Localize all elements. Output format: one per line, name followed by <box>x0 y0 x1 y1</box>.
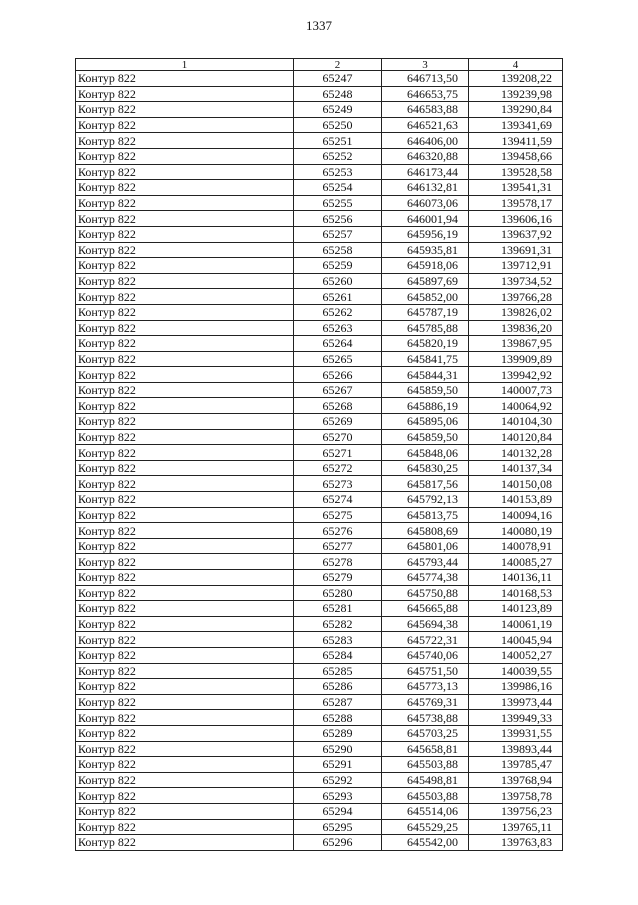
point-number-cell: 65275 <box>294 507 382 523</box>
contour-name-cell: Контур 822 <box>76 647 294 663</box>
header-row <box>76 59 563 71</box>
contour-name-cell: Контур 822 <box>76 741 294 757</box>
y-coordinate-cell: 139208,22 <box>469 71 563 87</box>
point-number-cell: 65295 <box>294 819 382 835</box>
point-number-cell: 65247 <box>294 71 382 87</box>
point-number-cell: 65287 <box>294 694 382 710</box>
x-coordinate-cell: 645808,69 <box>382 523 469 539</box>
x-coordinate-cell: 645773,13 <box>382 679 469 695</box>
contour-name-cell: Контур 822 <box>76 414 294 430</box>
y-coordinate-cell: 139341,69 <box>469 117 563 133</box>
y-coordinate-cell: 140064,92 <box>469 398 563 414</box>
point-number-cell: 65278 <box>294 554 382 570</box>
table-row <box>76 414 563 430</box>
point-number-cell: 65254 <box>294 180 382 196</box>
table-row <box>76 585 563 601</box>
table-row <box>76 429 563 445</box>
contour-name-cell: Контур 822 <box>76 803 294 819</box>
y-coordinate-cell: 139712,91 <box>469 258 563 274</box>
contour-name-cell: Контур 822 <box>76 242 294 258</box>
x-coordinate-cell: 645792,13 <box>382 492 469 508</box>
point-number-cell: 65285 <box>294 663 382 679</box>
y-coordinate-cell: 139758,78 <box>469 788 563 804</box>
contour-name-cell: Контур 822 <box>76 258 294 274</box>
x-coordinate-cell: 645751,50 <box>382 663 469 679</box>
y-coordinate-cell: 139765,11 <box>469 819 563 835</box>
contour-name-cell: Контур 822 <box>76 320 294 336</box>
coordinates-table <box>75 58 563 851</box>
point-number-cell: 65271 <box>294 445 382 461</box>
point-number-cell: 65262 <box>294 304 382 320</box>
table-row <box>76 835 563 851</box>
contour-name-cell: Контур 822 <box>76 148 294 164</box>
table-row <box>76 741 563 757</box>
x-coordinate-cell: 645703,25 <box>382 725 469 741</box>
x-coordinate-cell: 645774,38 <box>382 570 469 586</box>
table-row <box>76 476 563 492</box>
x-coordinate-cell: 645813,75 <box>382 507 469 523</box>
x-coordinate-cell: 645844,31 <box>382 367 469 383</box>
point-number-cell: 65257 <box>294 226 382 242</box>
x-coordinate-cell: 645787,19 <box>382 304 469 320</box>
contour-name-cell: Контур 822 <box>76 570 294 586</box>
table-row <box>76 351 563 367</box>
point-number-cell: 65268 <box>294 398 382 414</box>
point-number-cell: 65263 <box>294 320 382 336</box>
table-row <box>76 632 563 648</box>
y-coordinate-cell: 140039,55 <box>469 663 563 679</box>
y-coordinate-cell: 139893,44 <box>469 741 563 757</box>
x-coordinate-cell: 645820,19 <box>382 336 469 352</box>
point-number-cell: 65252 <box>294 148 382 164</box>
contour-name-cell: Контур 822 <box>76 554 294 570</box>
table-row <box>76 819 563 835</box>
table-row <box>76 180 563 196</box>
contour-name-cell: Контур 822 <box>76 133 294 149</box>
contour-name-cell: Контур 822 <box>76 460 294 476</box>
contour-name-cell: Контур 822 <box>76 616 294 632</box>
point-number-cell: 65270 <box>294 429 382 445</box>
y-coordinate-cell: 140007,73 <box>469 382 563 398</box>
contour-name-cell: Контур 822 <box>76 102 294 118</box>
x-coordinate-cell: 646583,88 <box>382 102 469 118</box>
y-coordinate-cell: 140104,30 <box>469 414 563 430</box>
y-coordinate-cell: 140123,89 <box>469 601 563 617</box>
point-number-cell: 65289 <box>294 725 382 741</box>
table-row <box>76 71 563 87</box>
point-number-cell: 65269 <box>294 414 382 430</box>
x-coordinate-cell: 645935,81 <box>382 242 469 258</box>
y-coordinate-cell: 140085,27 <box>469 554 563 570</box>
point-number-cell: 65272 <box>294 460 382 476</box>
contour-name-cell: Контур 822 <box>76 382 294 398</box>
contour-name-cell: Контур 822 <box>76 117 294 133</box>
table-row <box>76 523 563 539</box>
point-number-cell: 65255 <box>294 195 382 211</box>
point-number-cell: 65276 <box>294 523 382 539</box>
y-coordinate-cell: 139826,02 <box>469 304 563 320</box>
x-coordinate-cell: 645542,00 <box>382 835 469 851</box>
y-coordinate-cell: 140120,84 <box>469 429 563 445</box>
contour-name-cell: Контур 822 <box>76 601 294 617</box>
point-number-cell: 65274 <box>294 492 382 508</box>
table-row <box>76 102 563 118</box>
table-row <box>76 195 563 211</box>
contour-name-cell: Контур 822 <box>76 180 294 196</box>
point-number-cell: 65277 <box>294 538 382 554</box>
contour-name-cell: Контур 822 <box>76 694 294 710</box>
y-coordinate-cell: 139763,83 <box>469 835 563 851</box>
contour-name-cell: Контур 822 <box>76 195 294 211</box>
y-coordinate-cell: 139909,89 <box>469 351 563 367</box>
contour-name-cell: Контур 822 <box>76 304 294 320</box>
point-number-cell: 65265 <box>294 351 382 367</box>
y-coordinate-cell: 140153,89 <box>469 492 563 508</box>
table-row <box>76 258 563 274</box>
table-row <box>76 289 563 305</box>
y-coordinate-cell: 140052,27 <box>469 647 563 663</box>
contour-name-cell: Контур 822 <box>76 492 294 508</box>
x-coordinate-cell: 645830,25 <box>382 460 469 476</box>
point-number-cell: 65259 <box>294 258 382 274</box>
x-coordinate-cell: 645801,06 <box>382 538 469 554</box>
x-coordinate-cell: 645750,88 <box>382 585 469 601</box>
contour-name-cell: Контур 822 <box>76 679 294 695</box>
contour-name-cell: Контур 822 <box>76 788 294 804</box>
contour-name-cell: Контур 822 <box>76 367 294 383</box>
x-coordinate-cell: 645895,06 <box>382 414 469 430</box>
contour-name-cell: Контур 822 <box>76 632 294 648</box>
x-coordinate-cell: 645503,88 <box>382 757 469 773</box>
x-coordinate-cell: 646132,81 <box>382 180 469 196</box>
contour-name-cell: Контур 822 <box>76 226 294 242</box>
table-row <box>76 772 563 788</box>
contour-name-cell: Контур 822 <box>76 164 294 180</box>
table-row <box>76 148 563 164</box>
table-row <box>76 679 563 695</box>
point-number-cell: 65264 <box>294 336 382 352</box>
x-coordinate-cell: 645740,06 <box>382 647 469 663</box>
y-coordinate-cell: 139606,16 <box>469 211 563 227</box>
table-row <box>76 117 563 133</box>
contour-name-cell: Контур 822 <box>76 710 294 726</box>
table-row <box>76 367 563 383</box>
x-coordinate-cell: 645897,69 <box>382 273 469 289</box>
y-coordinate-cell: 139290,84 <box>469 102 563 118</box>
y-coordinate-cell: 139458,66 <box>469 148 563 164</box>
y-coordinate-cell: 139239,98 <box>469 86 563 102</box>
contour-name-cell: Контур 822 <box>76 273 294 289</box>
table-row <box>76 570 563 586</box>
table-row <box>76 226 563 242</box>
table-row <box>76 336 563 352</box>
table-row <box>76 164 563 180</box>
x-coordinate-cell: 645498,81 <box>382 772 469 788</box>
x-coordinate-cell: 645841,75 <box>382 351 469 367</box>
point-number-cell: 65283 <box>294 632 382 648</box>
table-row <box>76 211 563 227</box>
contour-name-cell: Контур 822 <box>76 538 294 554</box>
y-coordinate-cell: 139541,31 <box>469 180 563 196</box>
x-coordinate-cell: 645769,31 <box>382 694 469 710</box>
y-coordinate-cell: 139766,28 <box>469 289 563 305</box>
table-row <box>76 398 563 414</box>
x-coordinate-cell: 645722,31 <box>382 632 469 648</box>
x-coordinate-cell: 646406,00 <box>382 133 469 149</box>
x-coordinate-cell: 646653,75 <box>382 86 469 102</box>
point-number-cell: 65273 <box>294 476 382 492</box>
table-row <box>76 445 563 461</box>
point-number-cell: 65260 <box>294 273 382 289</box>
point-number-cell: 65286 <box>294 679 382 695</box>
y-coordinate-cell: 139942,92 <box>469 367 563 383</box>
x-coordinate-cell: 646320,88 <box>382 148 469 164</box>
x-coordinate-cell: 645817,56 <box>382 476 469 492</box>
contour-name-cell: Контур 822 <box>76 398 294 414</box>
page-number: 1337 <box>306 18 332 33</box>
y-coordinate-cell: 140045,94 <box>469 632 563 648</box>
point-number-cell: 65288 <box>294 710 382 726</box>
x-coordinate-cell: 645918,06 <box>382 258 469 274</box>
x-coordinate-cell: 646001,94 <box>382 211 469 227</box>
y-coordinate-cell: 139691,31 <box>469 242 563 258</box>
x-coordinate-cell: 645529,25 <box>382 819 469 835</box>
x-coordinate-cell: 645658,81 <box>382 741 469 757</box>
table-row <box>76 710 563 726</box>
contour-name-cell: Контур 822 <box>76 663 294 679</box>
table-body <box>76 71 563 851</box>
contour-name-cell: Контур 822 <box>76 585 294 601</box>
y-coordinate-cell: 140080,19 <box>469 523 563 539</box>
contour-name-cell: Контур 822 <box>76 757 294 773</box>
table-row <box>76 601 563 617</box>
x-coordinate-cell: 645665,88 <box>382 601 469 617</box>
y-coordinate-cell: 139949,33 <box>469 710 563 726</box>
y-coordinate-cell: 140094,16 <box>469 507 563 523</box>
x-coordinate-cell: 645793,44 <box>382 554 469 570</box>
point-number-cell: 65281 <box>294 601 382 617</box>
table-row <box>76 647 563 663</box>
table-row <box>76 460 563 476</box>
table-row <box>76 725 563 741</box>
point-number-cell: 65293 <box>294 788 382 804</box>
point-number-cell: 65266 <box>294 367 382 383</box>
y-coordinate-cell: 139867,95 <box>469 336 563 352</box>
table-row <box>76 803 563 819</box>
point-number-cell: 65253 <box>294 164 382 180</box>
point-number-cell: 65261 <box>294 289 382 305</box>
contour-name-cell: Контур 822 <box>76 86 294 102</box>
table-row <box>76 694 563 710</box>
table-row <box>76 663 563 679</box>
point-number-cell: 65282 <box>294 616 382 632</box>
table-row <box>76 788 563 804</box>
point-number-cell: 65249 <box>294 102 382 118</box>
x-coordinate-cell: 645848,06 <box>382 445 469 461</box>
contour-name-cell: Контур 822 <box>76 819 294 835</box>
table-row <box>76 273 563 289</box>
y-coordinate-cell: 140078,91 <box>469 538 563 554</box>
point-number-cell: 65250 <box>294 117 382 133</box>
point-number-cell: 65258 <box>294 242 382 258</box>
contour-name-cell: Контур 822 <box>76 476 294 492</box>
contour-name-cell: Контур 822 <box>76 71 294 87</box>
y-coordinate-cell: 139734,52 <box>469 273 563 289</box>
x-coordinate-cell: 646713,50 <box>382 71 469 87</box>
contour-name-cell: Контур 822 <box>76 523 294 539</box>
x-coordinate-cell: 646173,44 <box>382 164 469 180</box>
table-row <box>76 492 563 508</box>
point-number-cell: 65248 <box>294 86 382 102</box>
point-number-cell: 65292 <box>294 772 382 788</box>
x-coordinate-cell: 645886,19 <box>382 398 469 414</box>
x-coordinate-cell: 646521,63 <box>382 117 469 133</box>
x-coordinate-cell: 645785,88 <box>382 320 469 336</box>
x-coordinate-cell: 645694,38 <box>382 616 469 632</box>
point-number-cell: 65294 <box>294 803 382 819</box>
column-header-4: 4 <box>469 59 563 71</box>
x-coordinate-cell: 645956,19 <box>382 226 469 242</box>
contour-name-cell: Контур 822 <box>76 336 294 352</box>
y-coordinate-cell: 139973,44 <box>469 694 563 710</box>
table-row <box>76 554 563 570</box>
y-coordinate-cell: 139637,92 <box>469 226 563 242</box>
column-header-2: 2 <box>294 59 382 71</box>
point-number-cell: 65280 <box>294 585 382 601</box>
table-row <box>76 616 563 632</box>
y-coordinate-cell: 139986,16 <box>469 679 563 695</box>
contour-name-cell: Контур 822 <box>76 289 294 305</box>
table-row <box>76 242 563 258</box>
contour-name-cell: Контур 822 <box>76 835 294 851</box>
point-number-cell: 65279 <box>294 570 382 586</box>
y-coordinate-cell: 140137,34 <box>469 460 563 476</box>
contour-name-cell: Контур 822 <box>76 429 294 445</box>
table-row <box>76 538 563 554</box>
point-number-cell: 65251 <box>294 133 382 149</box>
table-row <box>76 757 563 773</box>
contour-name-cell: Контур 822 <box>76 351 294 367</box>
contour-name-cell: Контур 822 <box>76 725 294 741</box>
point-number-cell: 65296 <box>294 835 382 851</box>
point-number-cell: 65256 <box>294 211 382 227</box>
table-row <box>76 507 563 523</box>
x-coordinate-cell: 645859,50 <box>382 429 469 445</box>
y-coordinate-cell: 139411,59 <box>469 133 563 149</box>
table-row <box>76 133 563 149</box>
x-coordinate-cell: 645514,06 <box>382 803 469 819</box>
contour-name-cell: Контур 822 <box>76 211 294 227</box>
y-coordinate-cell: 140136,11 <box>469 570 563 586</box>
x-coordinate-cell: 645503,88 <box>382 788 469 804</box>
contour-name-cell: Контур 822 <box>76 507 294 523</box>
table-row <box>76 304 563 320</box>
y-coordinate-cell: 139836,20 <box>469 320 563 336</box>
y-coordinate-cell: 140168,53 <box>469 585 563 601</box>
column-header-1: 1 <box>76 59 294 71</box>
y-coordinate-cell: 139931,55 <box>469 725 563 741</box>
y-coordinate-cell: 139578,17 <box>469 195 563 211</box>
y-coordinate-cell: 140150,08 <box>469 476 563 492</box>
contour-name-cell: Контур 822 <box>76 772 294 788</box>
y-coordinate-cell: 139528,58 <box>469 164 563 180</box>
y-coordinate-cell: 140061,19 <box>469 616 563 632</box>
y-coordinate-cell: 139768,94 <box>469 772 563 788</box>
table-row <box>76 382 563 398</box>
y-coordinate-cell: 139756,23 <box>469 803 563 819</box>
x-coordinate-cell: 645852,00 <box>382 289 469 305</box>
column-header-3: 3 <box>382 59 469 71</box>
point-number-cell: 65290 <box>294 741 382 757</box>
point-number-cell: 65291 <box>294 757 382 773</box>
table-row <box>76 320 563 336</box>
point-number-cell: 65267 <box>294 382 382 398</box>
x-coordinate-cell: 645738,88 <box>382 710 469 726</box>
y-coordinate-cell: 140132,28 <box>469 445 563 461</box>
x-coordinate-cell: 646073,06 <box>382 195 469 211</box>
y-coordinate-cell: 139785,47 <box>469 757 563 773</box>
contour-name-cell: Контур 822 <box>76 445 294 461</box>
point-number-cell: 65284 <box>294 647 382 663</box>
table-row <box>76 86 563 102</box>
x-coordinate-cell: 645859,50 <box>382 382 469 398</box>
